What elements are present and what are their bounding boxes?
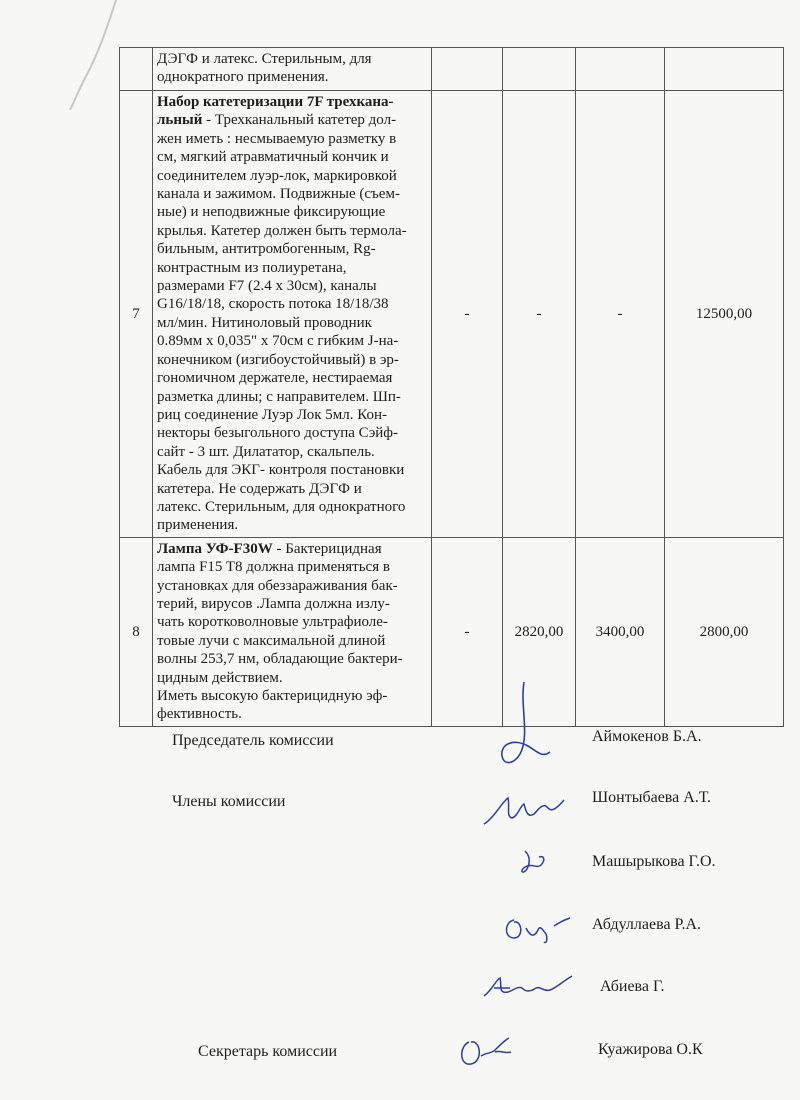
desc-line: Иметь высокую бактерицидную эф- [157,688,388,704]
desc-line: мл/мин. Нитиноловый проводник [157,314,372,331]
desc-line: ные) и неподвижные фиксирующие [157,204,386,221]
price-cell [432,48,503,91]
desc-line: установках для обеззараживания бак- [157,577,398,594]
desc-line: G16/18/18, скорость потока 18/18/38 [157,296,389,313]
scan-fold-mark [58,0,118,110]
price-cell [503,48,576,91]
item-description [153,91,432,538]
member-name: Абдуллаева Р.А. [592,916,701,933]
desc-text: - Бактерицидная [272,540,382,557]
price-cell: - [432,91,503,538]
price-cell [665,48,784,91]
procurement-table [119,47,784,727]
price-cell: 3400,00 [576,537,665,726]
desc-line: волны 253,7 нм, обладающие бактери- [157,651,403,668]
desc-line: цидным действием. [157,669,283,686]
signature-member-3 [498,910,578,946]
desc-line: канала и зажимом. Подвижные (съем- [157,186,400,203]
desc-line: крылья. Катетер должен быть термола- [157,222,407,239]
row-number: 8 [120,537,153,726]
desc-line: сайт - 3 шт. Дилататор, скальпель. [157,443,375,460]
item-title: Лампа УФ-F30W [157,540,273,557]
desc-line [157,93,427,111]
price-cell: 2800,00 [665,537,784,726]
price-cell: 2820,00 [503,537,576,726]
chair-role: Председатель комиссии [172,732,334,749]
signature-member-4 [480,970,580,1004]
price-cell [576,48,665,91]
table-row [120,48,784,91]
desc-line: разметка длины; с направителем. Шп- [157,388,401,405]
member-name: Абиева Г. [600,978,665,995]
desc-line: см, мягкий атравматичный кончик и [157,149,389,166]
row-number [120,48,153,91]
table-row [120,537,784,726]
desc-line: контрастным из полиуретана, [157,259,347,276]
desc-line: латекс. Стерильным, для однократного [157,498,406,515]
chair-name: Аймокенов Б.А. [592,728,702,745]
desc-line: фективность. [157,706,242,723]
desc-line: товые лучи с максимальной длиной [157,632,386,649]
desc-text: - Трехканальный катетер дол- [202,112,397,129]
signature-chair [490,676,570,786]
desc-line: катетера. Не содержать ДЭГФ и [157,480,362,497]
desc-line: терий, вирусов .Лампа должна излу- [157,595,390,612]
desc-line [157,111,427,129]
desc-line: жен иметь : несмываемую разметку в [157,130,397,147]
desc-line: риц соединение Луэр Лок 5мл. Кон- [157,406,387,423]
desc-line: чать коротковолновые ультрафиоле- [157,614,388,631]
member-name: Машырыкова Г.О. [592,853,716,870]
item-description [153,537,432,726]
item-title: льный [157,112,203,129]
desc-line: конечником (изгибоустойчивый) в эр- [157,351,399,368]
desc-line [157,540,427,558]
price-cell: 12500,00 [665,91,784,538]
item-title: Набор катетеризации 7F трехкана- [157,94,394,110]
secretary-role: Секретарь комиссии [198,1043,338,1060]
price-cell: - [503,91,576,538]
price-cell: - [576,91,665,538]
desc-line: Кабель для ЭКГ- контроля постановки [157,462,405,479]
desc-line: некторы безыгольного доступа Сэйф- [157,425,399,442]
desc-line: бильным, антитромбогенным, Rg- [157,241,376,258]
table-row [120,91,784,538]
desc-line: соединителем луэр-лок, маркировкой [157,167,397,184]
price-cell: - [432,537,503,726]
item-description [153,48,432,91]
desc-line: применения. [157,517,239,534]
desc-line: ДЭГФ и латекс. Стерильным, для [157,51,372,67]
members-role: Члены комиссии [172,793,286,810]
signature-secretary [455,1030,525,1074]
row-number: 7 [120,91,153,538]
desc-line: размерами F7 (2.4 х 30см), каналы [157,278,377,295]
desc-line: 0.89мм х 0,035" х 70см с гибким J-на- [157,333,399,350]
member-name: Шонтыбаева А.Т. [592,789,711,806]
desc-line: однократного применения. [157,69,329,86]
secretary-name: Куажирова О.К [598,1041,703,1058]
signature-member-1 [480,790,570,830]
desc-line: лампа F15 T8 должна применяться в [157,559,390,576]
desc-line: гономичном держателе, нестираемая [157,370,393,387]
signature-member-2 [515,845,555,879]
